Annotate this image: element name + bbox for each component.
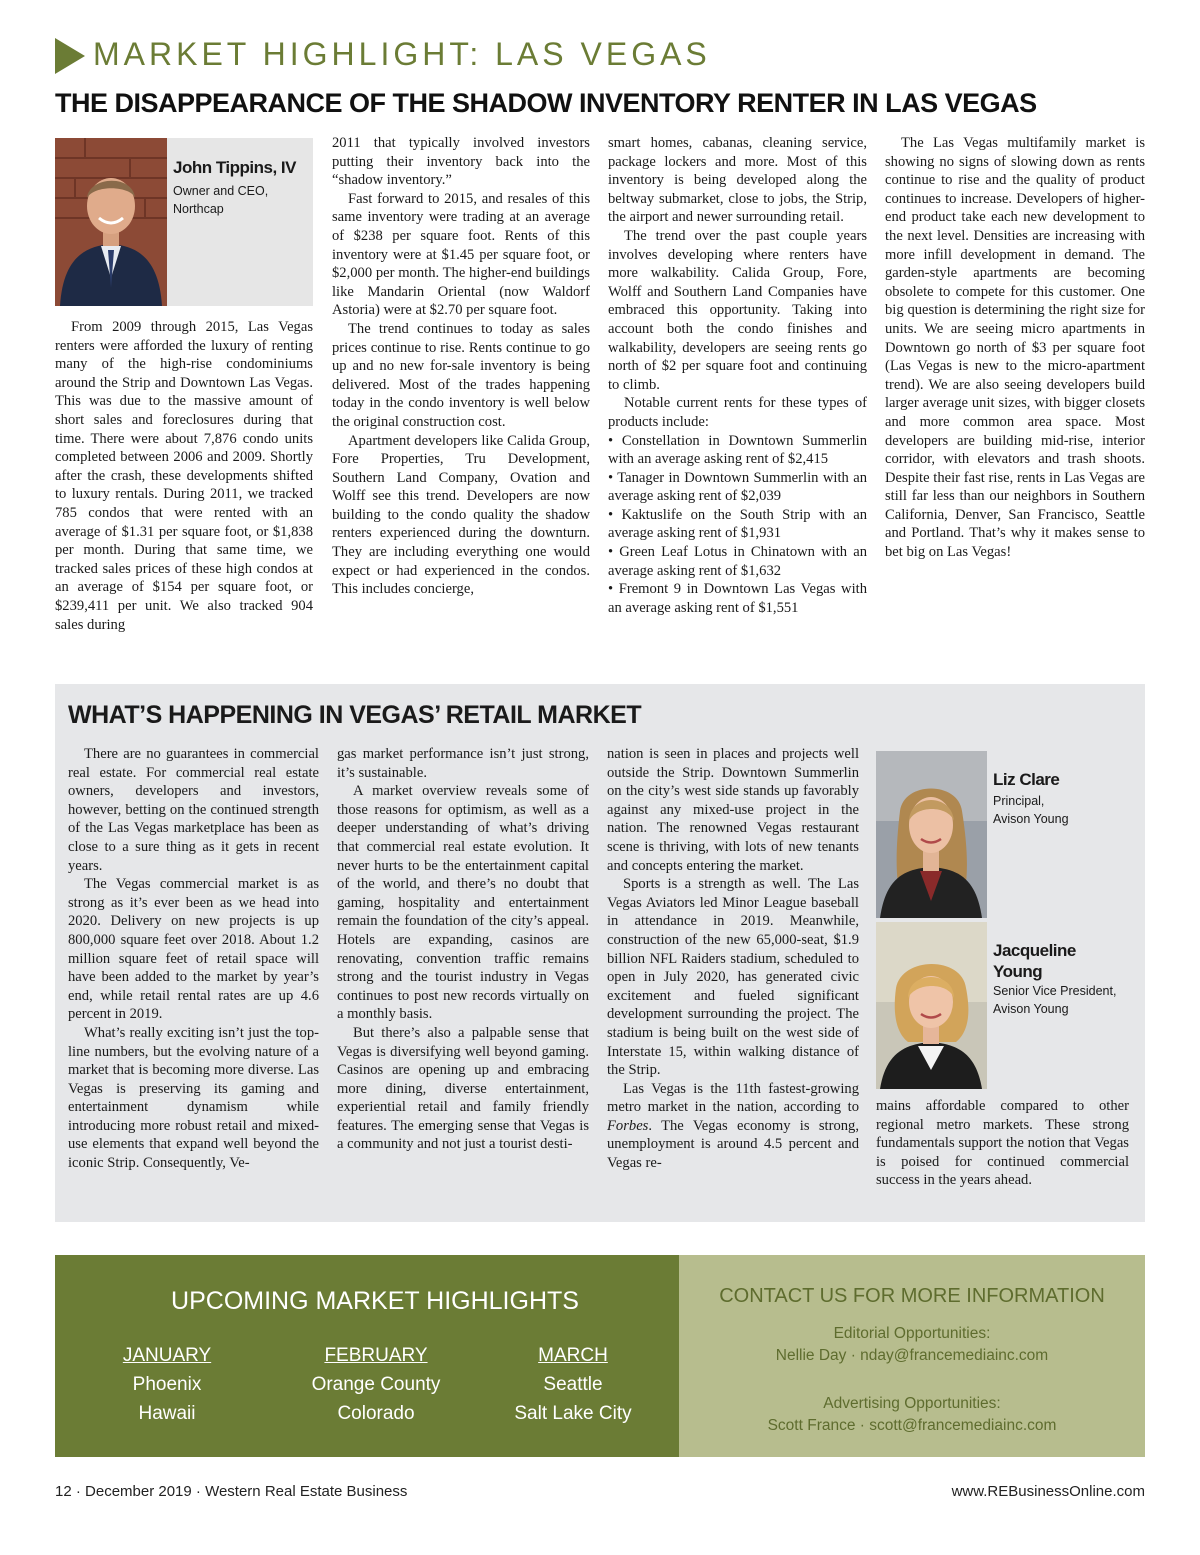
- footer-website-link[interactable]: www.REBusinessOnline.com: [951, 1483, 1145, 1500]
- article2-col4: [876, 1097, 1129, 1190]
- author-title-line: Principal,: [993, 794, 1045, 808]
- paragraph: But there’s also a palpable sense that Vegas is diversifying well beyond gaming. Casinos are opening up and embracing more dining, diverse entertainment, experiential retail and family friendly features. The emerging sense that Vegas is a community and not just a tourist desti-: [337, 1024, 589, 1153]
- paragraph: The Vegas commercial market is as strong as it’s ever been as we head into 2020. Delivery on new projects is up 800,000 square feet over 2018. About 1.2 million square feet of retail space will have been added to the market by year’s end, while retail rental rates are up 4.6 percent in 2019.: [68, 876, 319, 1023]
- market-item: Colorado: [337, 1403, 415, 1424]
- author-photo-jacqueline-young: [876, 922, 987, 1089]
- paragraph: Sports is a strength as well. The Las Vegas Aviators led Minor League baseball in attendance in 2019. Meanwhile, construction of the new 65,000-seat, $1.9 billion NFL Raiders stadium, scheduled to open in July 2020, has generated civic excitement and fueled significant development surrounding the project. The stadium is being built on the west side of Interstate 15, within walking distance of the Strip.: [607, 876, 859, 1079]
- publication-name: Forbes: [607, 1117, 649, 1134]
- editorial-contact[interactable]: Nellie Day · nday@francemediainc.com: [775, 1347, 1049, 1364]
- text-run: . The Vegas economy is strong, unemployment is around 4.5 percent and Vegas re-: [607, 1117, 859, 1172]
- contact-title: CONTACT US FOR MORE INFORMATION: [719, 1285, 1105, 1307]
- liz-clare-title: [993, 792, 1069, 828]
- author-company: Northcap: [173, 202, 224, 216]
- paragraph: A market overview reveals some of those reasons for optimism, as well as a deeper understanding of what’s driving that commercial real estate evolution. It never hurts to be the entertainment capital of the world, and there’s no doubt that gaming, hospitality and entertainment remain the foundation of the city’s appeal. Hotels are expanding, casinos are renovating, convention traffic remains strong and the tourist industry in Vegas continues to post new records virtually on a monthly basis.: [337, 783, 589, 1023]
- article1-col4: [885, 134, 1145, 562]
- portrait-john-tippins: [55, 138, 167, 306]
- author-photo: [55, 138, 167, 306]
- section-label: MARKET HIGHLIGHT: LAS VEGAS: [93, 36, 711, 72]
- contact-panel: [679, 1255, 1145, 1457]
- author-company: Avison Young: [993, 1002, 1069, 1016]
- author-title-line: Owner and CEO,: [173, 184, 269, 198]
- rent-bullet: • Fremont 9 in Downtown Las Vegas with an average asking rent of $1,551: [608, 581, 867, 616]
- text-run: Las Vegas is the 11th fastest-growing metro market in the nation, according to: [607, 1080, 859, 1116]
- article1-col3: [608, 134, 867, 617]
- upcoming-title: UPCOMING MARKET HIGHLIGHTS: [171, 1287, 579, 1315]
- retail-headline: WHAT’S HAPPENING IN VEGAS’ RETAIL MARKET: [68, 701, 642, 729]
- article2-col1: [68, 745, 319, 1173]
- month-february: [291, 1341, 461, 1428]
- portrait-jacqueline-young: [876, 922, 987, 1089]
- market-item: Hawaii: [138, 1403, 196, 1424]
- paragraph: [607, 1080, 859, 1173]
- rent-bullet: • Green Leaf Lotus in Chinatown with an average asking rent of $1,632: [608, 544, 867, 579]
- advertising-contact[interactable]: Scott France · scott@francemediainc.com: [767, 1417, 1057, 1434]
- author-name: John Tippins, IV: [173, 158, 296, 177]
- article1-col1: [55, 318, 313, 634]
- month-march: [493, 1341, 653, 1428]
- author-name-line: Young: [993, 962, 1043, 981]
- article-headline: THE DISAPPEARANCE OF THE SHADOW INVENTORY RENTER IN LAS VEGAS: [55, 88, 1037, 118]
- author-name-line: Jacqueline: [993, 941, 1076, 960]
- portrait-liz-clare: [876, 751, 987, 918]
- paragraph: mains affordable compared to other regional metro markets. These strong fundamentals support the notion that Vegas is poised for continued commercial success in the years ahead.: [876, 1098, 1129, 1189]
- paragraph: gas market performance isn’t just strong, it’s sustainable.: [337, 746, 589, 781]
- author-bio: [55, 138, 313, 306]
- footer-left: 12 · December 2019 · Western Real Estate Business: [55, 1483, 408, 1500]
- liz-clare-name: Liz Clare: [993, 770, 1060, 789]
- article1-col2: [332, 134, 590, 599]
- upcoming-highlights-panel: [55, 1255, 679, 1457]
- paragraph: Fast forward to 2015, and resales of this same inventory were trading at an average of $238 per square foot. Rents of this inventory were at $1.45 per square foot, or $2,000 per month. The higher-end buildings like Mandarin Oriental (now Waldorf Astoria) were at $2.70 per square foot.: [332, 190, 590, 319]
- article2-col3: [607, 745, 859, 1173]
- paragraph: The Las Vegas multifamily market is showing no signs of slowing down as rents continue to rise and the quality of product continues to increase. Developers of higher-end product take each new development to the next level. Densities are increasing with more infill development in demand. The garden-style apartments are becoming obsolete to compete for this customer. One big question is determining the right size for units. We are seeing micro apartments in Downtown go north of $3 per square foot (Las Vegas is new to the micro-apartment trend). We are also seeing developers build larger average unit sizes, with bigger closets and more common area space. Most developers are building mid-rise, interior corridor, with elevators and trash shoots. Despite their fast rise, rents in Las Vegas are still far less than our neighbors in Southern California, Denver, San Francisco, Seattle and Portland. That’s why it makes sense to bet big on Las Vegas!: [885, 135, 1145, 561]
- rent-bullet: • Constellation in Downtown Summerlin with an average asking rent of $2,415: [608, 432, 867, 468]
- month-heading: FEBRUARY: [324, 1345, 428, 1366]
- author-company: Avison Young: [993, 812, 1069, 826]
- author-photo-liz-clare: [876, 751, 987, 918]
- editorial-label: Editorial Opportunities:: [833, 1325, 991, 1342]
- month-january: [107, 1341, 227, 1428]
- market-item: Phoenix: [132, 1374, 202, 1395]
- jacqueline-young-title: [993, 982, 1116, 1018]
- jacqueline-young-name: [993, 940, 1076, 982]
- triangle-marker-icon: [55, 38, 85, 74]
- advertising-label: Advertising Opportunities:: [823, 1395, 1001, 1412]
- paragraph: 2011 that typically involved investors putting their inventory back into the “shadow inventory.”: [332, 135, 590, 189]
- paragraph: There are no guarantees in commercial real estate. For commercial real estate owners, developers and investors, however, betting on the continued strength of the Las Vegas marketplace has been as close to a sure thing as it gets in recent years.: [68, 746, 319, 874]
- paragraph: From 2009 through 2015, Las Vegas renters were afforded the luxury of renting many of the high-rise condominiums around the Strip and Downtown Las Vegas. This was due to the massive amount of short sales and foreclosures during that time. There were about 7,876 condo units completed between 2006 and 2009. Shortly after the crash, these developments shifted to luxury rentals. During 2011, we tracked 785 condos that were rented with an average of $1.31 per square foot, or $1,838 per month. During that same time, we tracked sales prices of these high condos at an average of $154 per square foot, or $239,411 per unit. We also tracked 904 sales during: [55, 319, 313, 633]
- market-item: Salt Lake City: [514, 1403, 632, 1424]
- paragraph: Notable current rents for these types of products include:: [608, 395, 867, 430]
- author-title-line: Senior Vice President,: [993, 984, 1117, 998]
- rent-bullet: • Kaktuslife on the South Strip with an average asking rent of $1,931: [608, 506, 867, 542]
- market-item: Orange County: [311, 1374, 441, 1395]
- month-heading: MARCH: [538, 1345, 608, 1366]
- paragraph: Apartment developers like Calida Group, Fore Properties, Tru Development, Southern Land Company, Ovation and Wolff see this trend. Developers are now building to the condo quality the shadow renters experienced during the downturn. They are including everything one would expect or had experienced in the condos. This includes concierge,: [332, 432, 590, 598]
- paragraph: The trend over the past couple years involves developing where renters have more walkability. Calida Group, Fore, Wolff and Southern Land Companies have embraced this opportunity. Taking into account both the condo finishes and walkability, developers are seeing rents go north of $2 per square foot and continuing to climb.: [608, 227, 867, 393]
- article2-col2: [337, 745, 589, 1154]
- month-heading: JANUARY: [122, 1345, 212, 1366]
- author-title: [173, 182, 268, 218]
- market-item: Seattle: [543, 1374, 603, 1395]
- paragraph: smart homes, cabanas, cleaning service, package lockers and more. Most of this inventory is being developed along the beltway submarket, close to jobs, the Strip, the airport and newer surrounding retail.: [608, 135, 867, 226]
- paragraph: nation is seen in places and projects well outside the Strip. Downtown Summerlin on the city’s west side stands up favorably against any mixed-use project in the nation. The renowned Vegas restaurant scene is thriving, with lots of new tenants and concepts entering the market.: [607, 746, 859, 874]
- rent-bullet: • Tanager in Downtown Summerlin with an average asking rent of $2,039: [608, 469, 867, 505]
- paragraph: What’s really exciting isn’t just the top-line numbers, but the evolving nature of a market that is becoming more diverse. Las Vegas is preserving its gaming and entertainment dynamism while introducing more robust retail and mixed-use elements that expand well beyond the iconic Strip. Consequently, Ve-: [68, 1024, 319, 1172]
- paragraph: The trend continues to today as sales prices continue to rise. Rents continue to go up and no new for-sale inventory is being delivered. Most of the trades happening today in the condo inventory is well below the original construction cost.: [332, 320, 590, 430]
